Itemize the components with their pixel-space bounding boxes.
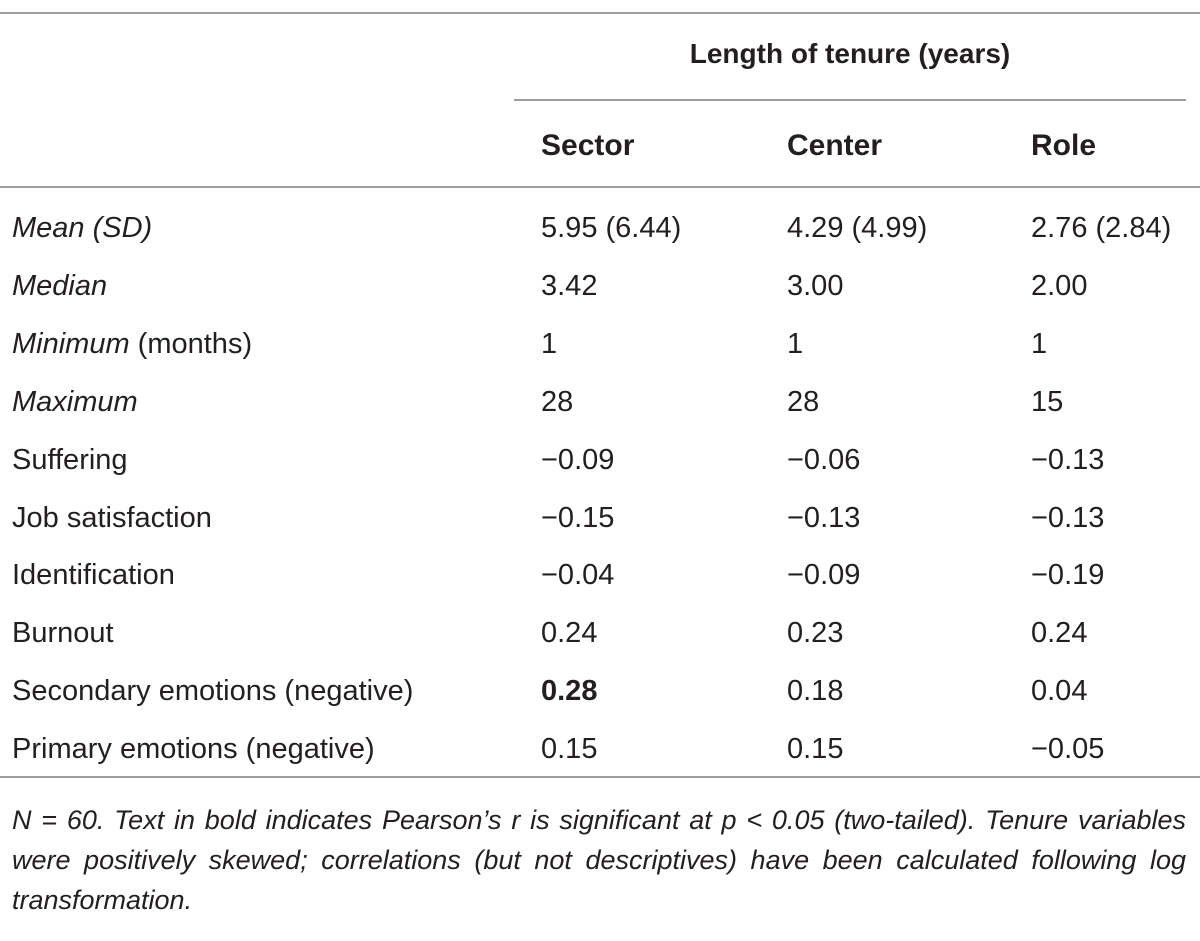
- table-row: [0, 382, 1200, 422]
- cell-sector: 3.42: [541, 269, 598, 302]
- row-label-italic: Median: [12, 269, 108, 302]
- cell-sector: 0.15: [541, 733, 598, 766]
- table-row: [0, 729, 1200, 769]
- table-row: [0, 266, 1200, 306]
- cell-sector: −0.09: [541, 443, 615, 476]
- cell-role: 1: [1031, 327, 1048, 360]
- row-label: [12, 324, 252, 364]
- cell-role: −0.13: [1031, 443, 1105, 476]
- row-label-plain: Primary emotions (negative): [12, 733, 375, 766]
- cell-center: −0.13: [787, 501, 861, 534]
- column-header-center: Center: [787, 129, 883, 162]
- table-row: [0, 555, 1200, 595]
- row-label: [12, 382, 138, 422]
- table-row: [0, 613, 1200, 653]
- cell-role: 2.00: [1031, 269, 1088, 302]
- cell-sector: 28: [541, 385, 574, 418]
- table-footnote: N = 60. Text in bold indicates Pearson’s r is significant at p < 0.05 (two-tailed). Tenure variables were positively skewed; correlations (but not descriptives) have been calculated following log transformation.: [12, 805, 1186, 915]
- cell-role: −0.19: [1031, 559, 1105, 592]
- row-label: [12, 613, 114, 653]
- cell-center: 4.29 (4.99): [787, 212, 928, 244]
- cell-center: 0.23: [787, 617, 844, 650]
- table-bottom-rule: [0, 776, 1200, 778]
- row-label: [12, 671, 413, 711]
- cell-role: 2.76 (2.84): [1031, 212, 1172, 244]
- cell-sector: −0.04: [541, 559, 615, 592]
- cell-center: 3.00: [787, 269, 844, 302]
- row-label-plain: Identification: [12, 559, 175, 592]
- row-label: [12, 208, 152, 248]
- row-label: [12, 440, 128, 480]
- cell-center: −0.09: [787, 559, 861, 592]
- cell-center: −0.06: [787, 443, 861, 476]
- row-label: [12, 498, 212, 538]
- group-header-rule: [514, 99, 1186, 101]
- table-row: [0, 671, 1200, 711]
- header-bottom-rule: [0, 186, 1200, 188]
- cell-role: −0.05: [1031, 733, 1105, 766]
- row-label-plain: Job satisfaction: [12, 501, 212, 534]
- cell-center: 1: [787, 327, 804, 360]
- cell-role: 15: [1031, 385, 1064, 418]
- cell-center: 28: [787, 385, 820, 418]
- table-top-rule: [0, 12, 1200, 14]
- cell-sector: 1: [541, 327, 558, 360]
- column-header-sector: Sector: [541, 129, 635, 162]
- row-label-italic: Mean (SD): [12, 212, 153, 244]
- row-label-plain: Burnout: [12, 617, 114, 650]
- cell-role: 0.04: [1031, 675, 1088, 708]
- row-label: [12, 729, 375, 769]
- group-header: Length of tenure (years): [689, 38, 1011, 69]
- row-label: [12, 555, 175, 595]
- cell-sector: 0.28: [541, 675, 598, 708]
- row-label-plain: Secondary emotions (negative): [12, 675, 414, 708]
- table-row: [0, 498, 1200, 538]
- column-header-role: Role: [1031, 129, 1097, 162]
- row-label-plain: (months): [129, 327, 253, 360]
- row-label-italic: Minimum: [12, 327, 130, 360]
- row-label-plain: Suffering: [12, 443, 128, 476]
- row-label: [12, 266, 107, 306]
- cell-sector: −0.15: [541, 501, 615, 534]
- table-row: [0, 208, 1200, 248]
- cell-role: 0.24: [1031, 617, 1088, 650]
- row-label-italic: Maximum: [12, 385, 138, 418]
- cell-sector: 0.24: [541, 617, 598, 650]
- table-row: [0, 440, 1200, 480]
- cell-center: 0.15: [787, 733, 844, 766]
- cell-role: −0.13: [1031, 501, 1105, 534]
- table-row: [0, 324, 1200, 364]
- cell-center: 0.18: [787, 675, 844, 708]
- cell-sector: 5.95 (6.44): [541, 212, 682, 244]
